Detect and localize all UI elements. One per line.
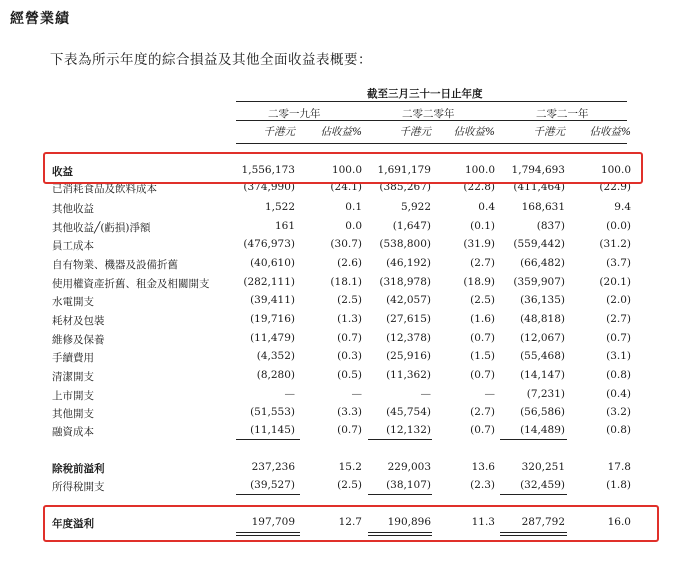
cell: (1.3)	[337, 313, 362, 325]
table-row	[0, 479, 689, 499]
cell: 1,691,179	[377, 164, 431, 176]
cell: (32,459)	[520, 479, 565, 491]
cell: (31.2)	[599, 238, 631, 250]
cell: (2.5)	[337, 479, 362, 491]
cell: (0.8)	[606, 424, 631, 436]
cell: (12,132)	[386, 424, 431, 436]
cell: (22.8)	[463, 181, 495, 193]
cell: (36,135)	[520, 294, 565, 306]
cell: 13.6	[471, 461, 495, 473]
cell: (48,818)	[520, 313, 565, 325]
cell: (374,990)	[243, 181, 295, 193]
year-header-2020: 二零二零年	[402, 108, 455, 120]
subtotal-rule	[236, 439, 300, 440]
cell: 16.0	[607, 516, 631, 528]
cell: (39,411)	[250, 294, 295, 306]
cell: 190,896	[387, 516, 431, 528]
cell: (11,479)	[250, 332, 295, 344]
cell: (0.7)	[470, 424, 495, 436]
cell: (40,610)	[250, 257, 295, 269]
cell: (0.8)	[606, 369, 631, 381]
cell: (46,192)	[386, 257, 431, 269]
cell: 100.0	[600, 164, 631, 176]
unit-hkd-2020: 千港元	[399, 126, 431, 138]
cell: (0.5)	[337, 369, 362, 381]
table-row	[0, 257, 689, 277]
row-label: 所得稅開支	[52, 481, 105, 493]
cell: (24.1)	[330, 181, 362, 193]
cell: (31.9)	[463, 238, 495, 250]
table-row	[0, 238, 689, 258]
cell: 197,709	[251, 516, 295, 528]
cell: 287,792	[521, 516, 565, 528]
table-row	[0, 294, 689, 314]
year-header-2021: 二零二一年	[536, 108, 589, 120]
table-row	[0, 350, 689, 370]
row-label: 其他收益╱(虧損)淨額	[52, 222, 151, 234]
cell: 237,236	[251, 461, 295, 473]
row-label: 維修及保養	[52, 334, 105, 346]
cell: (837)	[536, 220, 565, 232]
cell: (2.7)	[606, 313, 631, 325]
cell: (0.7)	[337, 332, 362, 344]
table-row	[0, 406, 689, 426]
cell: (0.7)	[337, 424, 362, 436]
table-row	[0, 220, 689, 240]
cell: (18.9)	[463, 276, 495, 288]
cell: (7,231)	[526, 388, 565, 400]
cell: (2.0)	[606, 294, 631, 306]
cell: 0.4	[478, 201, 495, 213]
table-row	[0, 424, 689, 444]
row-label: 除稅前溢利	[52, 463, 105, 475]
cell: (0.7)	[470, 369, 495, 381]
row-label: 手續費用	[52, 352, 94, 364]
row-label: 已消耗食品及飲料成本	[52, 183, 157, 195]
subtotal-rule	[236, 494, 300, 495]
cell: (0.1)	[470, 220, 495, 232]
cell: (411,464)	[513, 181, 565, 193]
cell: (4,352)	[256, 350, 295, 362]
cell: 100.0	[464, 164, 495, 176]
cell: (0.4)	[606, 388, 631, 400]
row-label: 收益	[52, 166, 73, 178]
cell: (2.7)	[470, 406, 495, 418]
cell: (12,378)	[386, 332, 431, 344]
table-row	[0, 181, 689, 201]
cell: (318,978)	[379, 276, 431, 288]
cell: (1.5)	[470, 350, 495, 362]
table-row	[0, 201, 689, 221]
cell: (1,647)	[392, 220, 431, 232]
cell: —	[351, 388, 362, 400]
row-label: 年度溢利	[52, 518, 94, 530]
cell: 100.0	[331, 164, 362, 176]
cell: 12.7	[338, 516, 362, 528]
cell: (30.7)	[330, 238, 362, 250]
cell: 1,556,173	[241, 164, 295, 176]
cell: (0.3)	[337, 350, 362, 362]
cell: —	[420, 388, 431, 400]
cell: 17.8	[607, 461, 631, 473]
cell: (1.8)	[606, 479, 631, 491]
cell: (2.5)	[470, 294, 495, 306]
cell: (56,586)	[520, 406, 565, 418]
cell: 11.3	[471, 516, 495, 528]
cell: (385,267)	[379, 181, 431, 193]
unit-pct-2019: 佔收益%	[320, 126, 362, 138]
cell: (2.6)	[337, 257, 362, 269]
unit-hkd-2021: 千港元	[533, 126, 565, 138]
cell: (282,111)	[243, 276, 295, 288]
cell: (39,527)	[250, 479, 295, 491]
cell: (45,754)	[386, 406, 431, 418]
cell: (12,067)	[520, 332, 565, 344]
cell: —	[284, 388, 295, 400]
row-label: 水電開支	[52, 296, 94, 308]
cell: (14,489)	[520, 424, 565, 436]
row-label: 自有物業、機器及設備折舊	[52, 259, 178, 271]
subtotal-rule	[500, 494, 567, 495]
cell: (14,147)	[520, 369, 565, 381]
cell: (51,553)	[250, 406, 295, 418]
cell: 1,794,693	[511, 164, 565, 176]
cell: 168,631	[521, 201, 565, 213]
cell: (11,362)	[386, 369, 431, 381]
cell: 320,251	[521, 461, 565, 473]
cell: (55,468)	[520, 350, 565, 362]
revenue-highlight-box	[43, 152, 643, 184]
table-row	[0, 276, 689, 296]
cell: (3.1)	[606, 350, 631, 362]
subtotal-rule	[368, 439, 432, 440]
cell: 1,522	[264, 201, 295, 213]
cell: (20.1)	[599, 276, 631, 288]
cell: (11,145)	[250, 424, 295, 436]
cell: (19,716)	[250, 313, 295, 325]
unit-pct-2021: 佔收益%	[589, 126, 631, 138]
cell: (2.5)	[337, 294, 362, 306]
table-row	[0, 388, 689, 408]
intro-text: 下表為所示年度的綜合損益及其他全面收益表概要：	[50, 52, 372, 68]
cell: 161	[274, 220, 295, 232]
table-row	[0, 332, 689, 352]
row-label: 其他收益	[52, 203, 94, 215]
cell: (3.3)	[337, 406, 362, 418]
row-label: 清潔開支	[52, 371, 94, 383]
row-label: 耗材及包裝	[52, 315, 105, 327]
row-label: 其他開支	[52, 408, 94, 420]
row-label: 上市開支	[52, 390, 94, 402]
cell: 9.4	[614, 201, 631, 213]
unit-pct-2020: 佔收益%	[453, 126, 495, 138]
cell: (25,916)	[386, 350, 431, 362]
row-label: 使用權資產折舊、租金及相關開支	[52, 278, 210, 290]
cell: —	[484, 388, 495, 400]
row-label: 融資成本	[52, 426, 94, 438]
cell: (0.0)	[606, 220, 631, 232]
cell: (27,615)	[386, 313, 431, 325]
header-rule-top	[236, 101, 627, 102]
cell: 0.0	[345, 220, 362, 232]
cell: (66,482)	[520, 257, 565, 269]
period-header: 截至三月三十一日止年度	[367, 88, 483, 100]
table-row	[0, 313, 689, 333]
cell: 229,003	[387, 461, 431, 473]
section-title: 經營業績	[10, 11, 70, 27]
cell: (559,442)	[513, 238, 565, 250]
cell: (0.7)	[470, 332, 495, 344]
cell: (359,907)	[513, 276, 565, 288]
cell: (3.2)	[606, 406, 631, 418]
cell: (2.7)	[470, 257, 495, 269]
profit-highlight-box	[43, 505, 659, 542]
cell: 15.2	[338, 461, 362, 473]
cell: 5,922	[400, 201, 431, 213]
cell: (22.9)	[599, 181, 631, 193]
subtotal-rule	[368, 494, 432, 495]
cell: (1.6)	[470, 313, 495, 325]
row-label: 員工成本	[52, 240, 94, 252]
cell: (3.7)	[606, 257, 631, 269]
table-row	[0, 369, 689, 389]
cell: (2.3)	[470, 479, 495, 491]
year-header-2019: 二零一九年	[268, 108, 321, 120]
subtotal-rule	[500, 439, 567, 440]
cell: 0.1	[345, 201, 362, 213]
unit-hkd-2019: 千港元	[263, 126, 295, 138]
table-row	[0, 461, 689, 481]
cell: (8,280)	[256, 369, 295, 381]
header-rule-bottom	[236, 143, 627, 144]
cell: (538,800)	[379, 238, 431, 250]
cell: (0.7)	[606, 332, 631, 344]
cell: (42,057)	[386, 294, 431, 306]
cell: (38,107)	[386, 479, 431, 491]
cell: (476,973)	[243, 238, 295, 250]
cell: (18.1)	[330, 276, 362, 288]
